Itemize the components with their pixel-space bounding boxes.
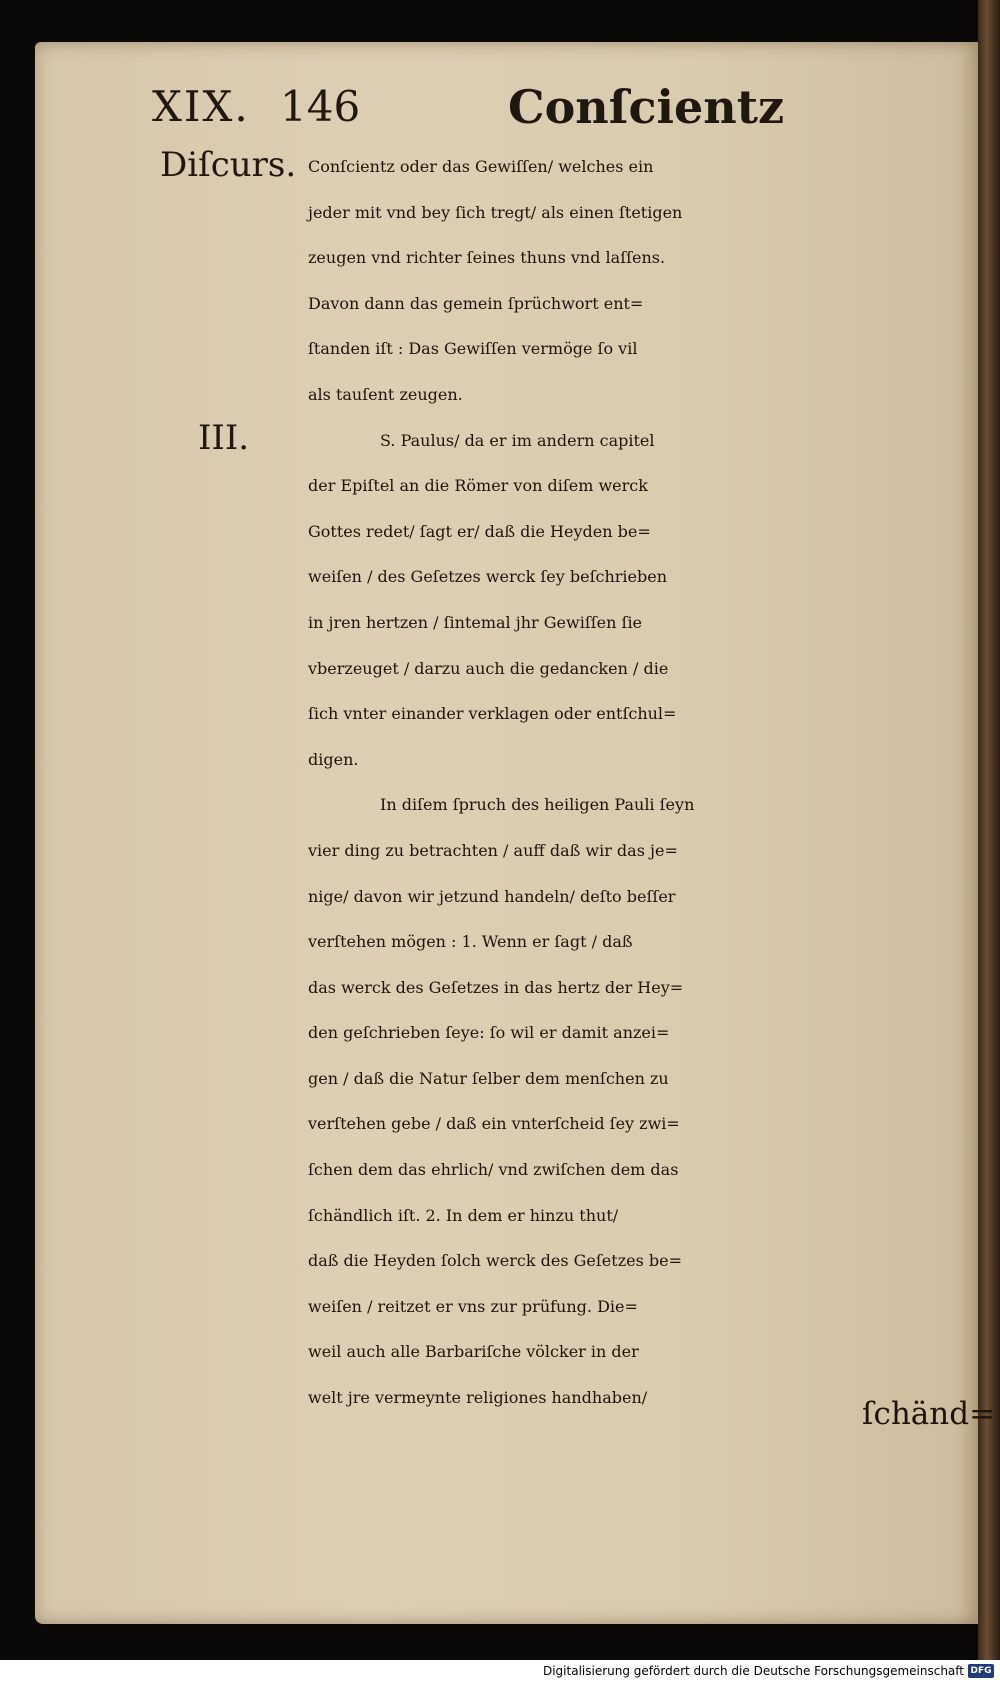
funding-credit: Digitalisierung gefördert durch die Deutsche Forschungsgemeinschaft xyxy=(542,1664,964,1678)
margin-note-discurs: Diſcurs. xyxy=(160,145,297,185)
text-line: weiſen / des Geſetzes werck ſey beſchrieben xyxy=(308,567,668,587)
text-line: ſtanden iſt : Das Gewiſſen vermöge ſo vil xyxy=(308,339,638,359)
text-line: zeugen vnd richter ſeines thuns vnd laſſens. xyxy=(308,248,666,268)
catchword: ſchänd= xyxy=(862,1396,996,1432)
text-line: nige/ davon wir jetzund handeln/ deſto beſſer xyxy=(308,886,676,906)
header-running-title: Conſcientz xyxy=(508,80,785,134)
text-line: Gottes redet/ ſagt er/ daß die Heyden be= xyxy=(308,521,651,541)
text-line: Conſcientz oder das Gewiſſen/ welches ein xyxy=(308,157,654,176)
text-line: in jren hertzen / ſintemal jhr Gewiſſen ſie xyxy=(308,612,643,632)
text-line: verſtehen mögen : 1. Wenn er ſagt / daß xyxy=(308,932,633,952)
text-line: Davon dann das gemein ſprüchwort ent= xyxy=(308,293,644,313)
text-line: vier ding zu betrachten / auff daß wir das je= xyxy=(308,840,678,860)
text-line: weiſen / reitzet er vns zur prüfung. Die= xyxy=(308,1296,638,1316)
text-line: S. Paulus/ da er im andern capitel xyxy=(380,430,655,450)
margin-note-section: III. xyxy=(198,418,250,458)
text-line: jeder mit vnd bey ſich tregt/ als einen ſtetigen xyxy=(308,202,683,222)
text-line: das werck des Geſetzes in das hertz der Hey= xyxy=(308,977,684,997)
text-line: ſich vnter einander verklagen oder entſchul= xyxy=(308,704,677,724)
header-chapter-numeral: XIX. xyxy=(152,82,250,131)
footer-bar xyxy=(0,1660,1000,1685)
text-line: vberzeuget / darzu auch die gedancken / die xyxy=(308,658,669,678)
text-line: ſchen dem das ehrlich/ vnd zwiſchen dem das xyxy=(308,1160,679,1180)
body-text xyxy=(308,144,988,1421)
text-line: der Epiſtel an die Römer von diſem werck xyxy=(308,476,648,496)
text-line: als tauſent zeugen. xyxy=(308,384,463,404)
text-line: ſchändlich iſt. 2. In dem er hinzu thut/ xyxy=(308,1205,619,1225)
header-page-number: 146 xyxy=(280,82,361,131)
text-line: verſtehen gebe / daß ein vnterſcheid ſey zwi= xyxy=(308,1114,680,1134)
text-line: welt jre vermeynte religiones handhaben/ xyxy=(308,1388,648,1408)
dfg-logo: DFG xyxy=(968,1664,994,1678)
text-line: daß die Heyden ſolch werck des Geſetzes be= xyxy=(308,1251,682,1271)
page-header xyxy=(152,82,792,138)
text-line: gen / daß die Natur ſelber dem menſchen zu xyxy=(308,1068,669,1088)
text-line: digen. xyxy=(308,749,359,769)
text-line: weil auch alle Barbariſche völcker in der xyxy=(308,1342,639,1362)
text-line: den geſchrieben ſeye: ſo wil er damit anzei= xyxy=(308,1023,670,1043)
text-line: In diſem ſpruch des heiligen Pauli ſeyn xyxy=(380,795,695,815)
